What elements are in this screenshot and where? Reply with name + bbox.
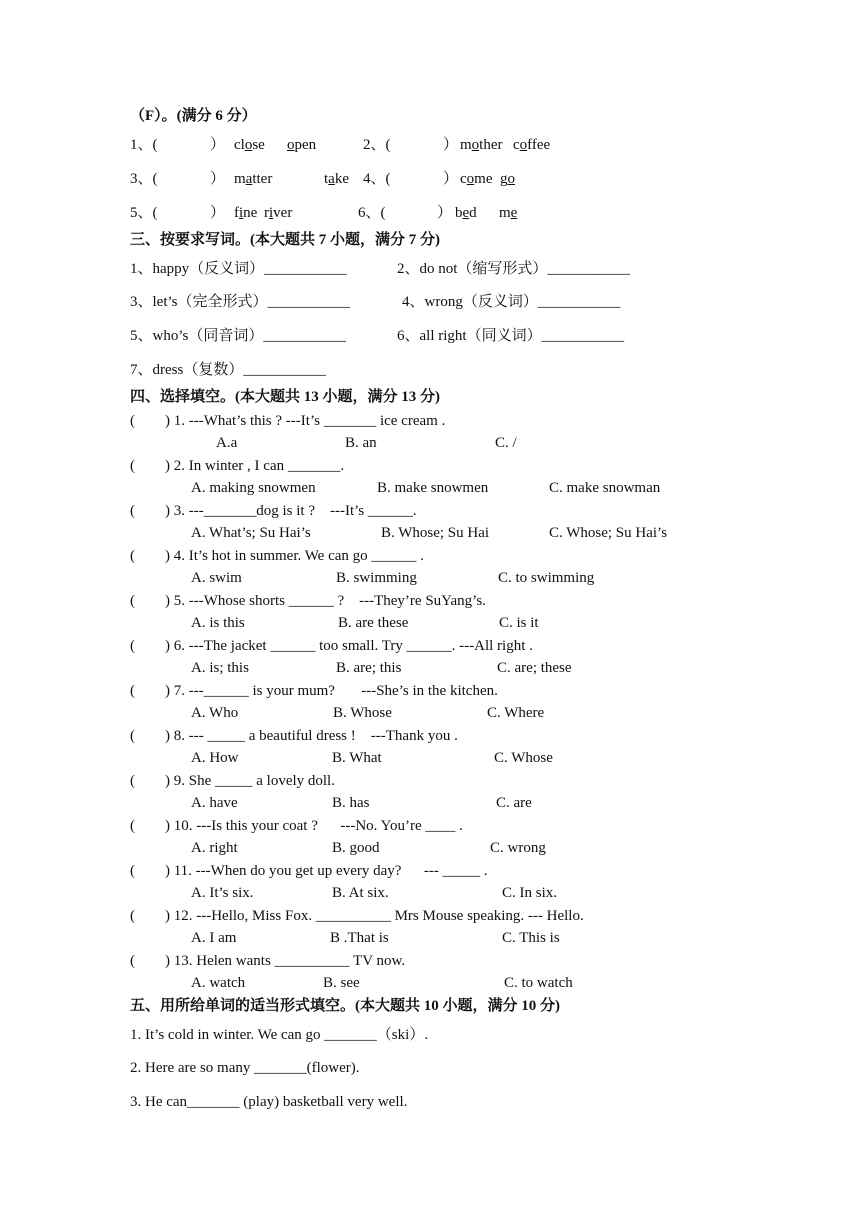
option-b: B. make snowmen xyxy=(377,480,489,496)
underlined-letter: o xyxy=(519,137,528,153)
option-b: B .That is xyxy=(330,930,389,946)
option-b: B. Whose; Su Hai xyxy=(381,525,490,541)
section-5-item: 1. It’s cold in winter. We can go _______（ski）. xyxy=(130,1027,429,1043)
underlined-letter: i xyxy=(269,205,274,221)
option-b: B. What xyxy=(332,750,382,766)
word-part: d xyxy=(469,205,477,221)
pron-item-bracket: ） xyxy=(443,171,459,187)
question-stem: ( ) 5. ---Whose shorts ______ ? ---They’re SuYang’s. xyxy=(130,593,486,609)
section-3-item: 4、wrong（反义词）___________ xyxy=(402,294,621,310)
option-a: A. It’s six. xyxy=(191,885,254,901)
section-3-item: 6、all right（同义词）___________ xyxy=(397,328,625,344)
word-part: f xyxy=(234,205,239,221)
option-c: C. are; these xyxy=(497,660,572,676)
option-c: C. are xyxy=(496,795,532,811)
word-part: r xyxy=(264,205,269,221)
pron-item-number: 4、( xyxy=(363,171,391,187)
section-3-item: 1、happy（反义词）___________ xyxy=(130,261,347,277)
option-c: C. is it xyxy=(499,615,539,631)
option-a: A. is; this xyxy=(191,660,249,676)
option-c: C. In six. xyxy=(502,885,558,901)
word-part: pen xyxy=(294,137,317,153)
question-stem: ( ) 11. ---When do you get up every day? --- _____ . xyxy=(130,863,488,879)
pron-item-number: 3、( xyxy=(130,171,158,187)
pron-word xyxy=(460,135,503,155)
option-a: A. is this xyxy=(191,615,245,631)
underlined-letter: o xyxy=(507,171,515,187)
option-c: C. Where xyxy=(487,705,545,721)
section-f-header: （F）。(满分 6 分） xyxy=(130,108,257,124)
pron-item-number: 1、( xyxy=(130,137,158,153)
option-c: C. wrong xyxy=(490,840,546,856)
pron-word xyxy=(500,169,515,189)
question-stem: ( ) 4. It’s hot in summer. We can go ______ . xyxy=(130,548,424,564)
pron-word xyxy=(234,135,265,155)
option-b: B. are; this xyxy=(336,660,402,676)
pron-word xyxy=(234,203,257,223)
option-a: A. making snowmen xyxy=(191,480,316,496)
question-stem: ( ) 6. ---The jacket ______ too small. Try ______. ---All right . xyxy=(130,638,533,654)
pron-item-bracket: ） xyxy=(210,171,226,187)
pron-item-bracket: ） xyxy=(443,137,459,153)
option-c: C. make snowman xyxy=(549,480,661,496)
question-stem: ( ) 8. --- _____ a beautiful dress ! ---Thank you . xyxy=(130,728,458,744)
pron-word xyxy=(499,203,517,223)
section-5-item: 3. He can_______ (play) basketball very well. xyxy=(130,1094,408,1110)
section-3-item: 2、do not（缩写形式）___________ xyxy=(397,261,630,277)
option-b: B. has xyxy=(332,795,370,811)
word-part: c xyxy=(513,137,520,153)
option-b: B. good xyxy=(332,840,380,856)
pron-word xyxy=(234,169,272,189)
underlined-letter: o xyxy=(287,137,295,153)
option-a: A. I am xyxy=(191,930,237,946)
option-b: B. At six. xyxy=(332,885,389,901)
pron-item-bracket: ） xyxy=(210,205,226,221)
question-stem: ( ) 10. ---Is this your coat ? ---No. You’re ____ . xyxy=(130,818,463,834)
word-part: m xyxy=(234,171,246,187)
question-stem: ( ) 3. ---_______dog is it ? ---It’s ______. xyxy=(130,503,417,519)
section-3-item: 7、dress（复数）___________ xyxy=(130,362,326,378)
pron-word xyxy=(287,135,316,155)
option-c: C. This is xyxy=(502,930,560,946)
option-b: B. swimming xyxy=(336,570,417,586)
pron-item-bracket: ） xyxy=(210,137,226,153)
word-part: me xyxy=(474,171,493,187)
underlined-letter: i xyxy=(239,205,244,221)
option-c: C. Whose xyxy=(494,750,553,766)
pron-word xyxy=(455,203,477,223)
option-c: C. Whose; Su Hai’s xyxy=(549,525,668,541)
pron-item-number: 6、( xyxy=(358,205,386,221)
question-stem: ( ) 7. ---______ is your mum? ---She’s in the kitchen. xyxy=(130,683,498,699)
underlined-letter: e xyxy=(510,205,518,221)
option-b: B. are these xyxy=(338,615,409,631)
option-a: A. What’s; Su Hai’s xyxy=(191,525,311,541)
section-3-header: 三、按要求写词。(本大题共 7 小题，满分 7 分) xyxy=(130,232,440,248)
section-4-header: 四、选择填空。(本大题共 13 小题，满分 13 分) xyxy=(130,389,440,405)
underlined-letter: a xyxy=(245,171,253,187)
pron-item-bracket: ） xyxy=(437,205,453,221)
underlined-letter: a xyxy=(328,171,335,187)
option-a: A. watch xyxy=(191,975,246,991)
option-a: A. right xyxy=(191,840,238,856)
pron-item-number: 2、( xyxy=(363,137,391,153)
pron-item-number: 5、( xyxy=(130,205,158,221)
word-part: g xyxy=(500,171,508,187)
option-c: C. to swimming xyxy=(498,570,595,586)
option-b: B. see xyxy=(323,975,360,991)
option-a: A. How xyxy=(191,750,239,766)
option-a: A. have xyxy=(191,795,238,811)
option-b: B. Whose xyxy=(333,705,392,721)
word-part: b xyxy=(455,205,463,221)
option-c: C. to watch xyxy=(504,975,573,991)
word-part: ver xyxy=(273,205,293,221)
option-a: A. Who xyxy=(191,705,239,721)
pron-word xyxy=(513,135,550,155)
pron-word xyxy=(324,169,349,189)
question-stem: ( ) 9. She _____ a lovely doll. xyxy=(130,773,335,789)
word-part: ffee xyxy=(527,137,551,153)
word-part: ther xyxy=(479,137,503,153)
underlined-letter: o xyxy=(244,137,253,153)
question-stem: ( ) 1. ---What’s this ? ---It’s _______ ice cream . xyxy=(130,413,446,429)
underlined-letter: o xyxy=(471,137,480,153)
pron-word xyxy=(264,203,292,223)
word-part: ne xyxy=(243,205,258,221)
word-part: se xyxy=(252,137,265,153)
underlined-letter: e xyxy=(462,205,470,221)
option-b: B. an xyxy=(345,435,377,451)
word-part: m xyxy=(499,205,511,221)
word-part: c xyxy=(460,171,467,187)
option-a: A. swim xyxy=(191,570,242,586)
question-stem: ( ) 12. ---Hello, Miss Fox. __________ Mrs Mouse speaking. --- Hello. xyxy=(130,908,584,924)
question-stem: ( ) 2. In winter , I can _______. xyxy=(130,458,345,474)
word-part: m xyxy=(460,137,472,153)
option-c: C. / xyxy=(495,435,517,451)
section-5-item: 2. Here are so many _______(flower). xyxy=(130,1060,360,1076)
underlined-letter: o xyxy=(466,171,475,187)
section-3-item: 5、who’s（同音词）___________ xyxy=(130,328,346,344)
option-a: A.a xyxy=(216,435,238,451)
question-stem: ( ) 13. Helen wants __________ TV now. xyxy=(130,953,406,969)
section-3-item: 3、let’s（完全形式）___________ xyxy=(130,294,350,310)
word-part: t xyxy=(324,171,329,187)
pron-word xyxy=(460,169,493,189)
section-5-header: 五、用所给单词的适当形式填空。(本大题共 10 小题，满分 10 分) xyxy=(130,998,560,1014)
word-part: cl xyxy=(234,137,245,153)
word-part: ke xyxy=(334,171,350,187)
word-part: tter xyxy=(252,171,273,187)
